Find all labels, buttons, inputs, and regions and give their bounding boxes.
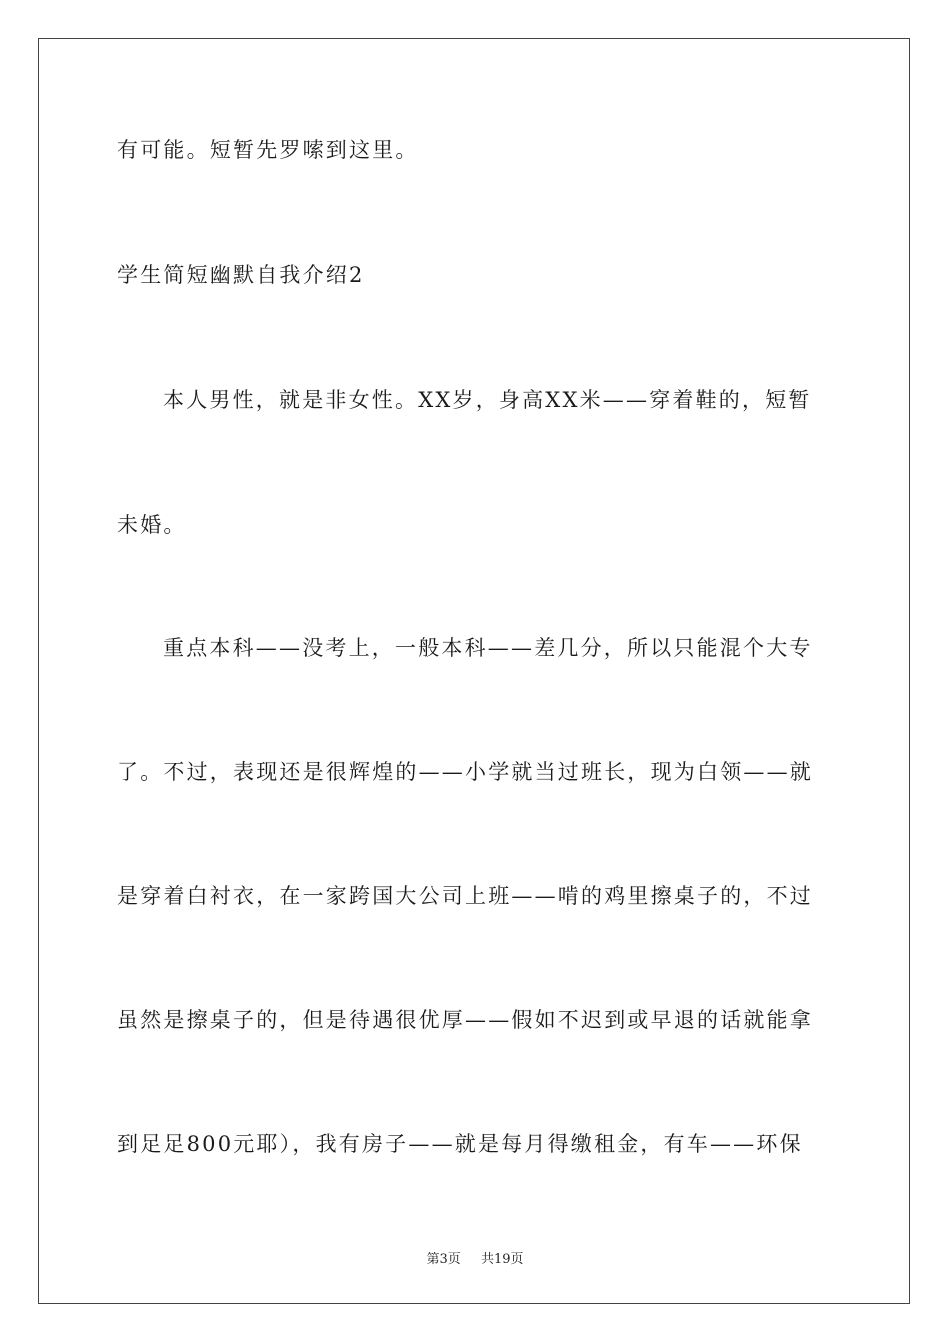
text-line-6: 是穿着白衬衣，在一家跨国大公司上班——啃的鸡里擦桌子的，不过 (117, 884, 813, 908)
page-current: 第3页 (426, 1252, 461, 1267)
text-line-3: 未婚。 (117, 513, 187, 537)
text-line-5: 了。不过，表现还是很辉煌的——小学就当过班长，现为白领——就 (117, 760, 813, 784)
page-footer (0, 1248, 950, 1267)
text-line-8: 到足足800元耶），我有房子——就是每月得缴租金，有车——环保 (117, 1132, 803, 1156)
section-heading: 学生简短幽默自我介绍2 (117, 263, 365, 287)
text-line-4: 重点本科——没考上，一般本科——差几分，所以只能混个大专 (163, 636, 813, 660)
page-total: 共19页 (480, 1252, 524, 1267)
text-line-7: 虽然是擦桌子的，但是待遇很优厚——假如不迟到或早退的话就能拿 (117, 1008, 813, 1032)
text-line-1: 有可能。短暂先罗嗦到这里。 (117, 138, 419, 162)
text-line-2: 本人男性，就是非女性。XX岁，身高XX米——穿着鞋的，短暂 (163, 388, 812, 412)
page-border (38, 38, 910, 1304)
